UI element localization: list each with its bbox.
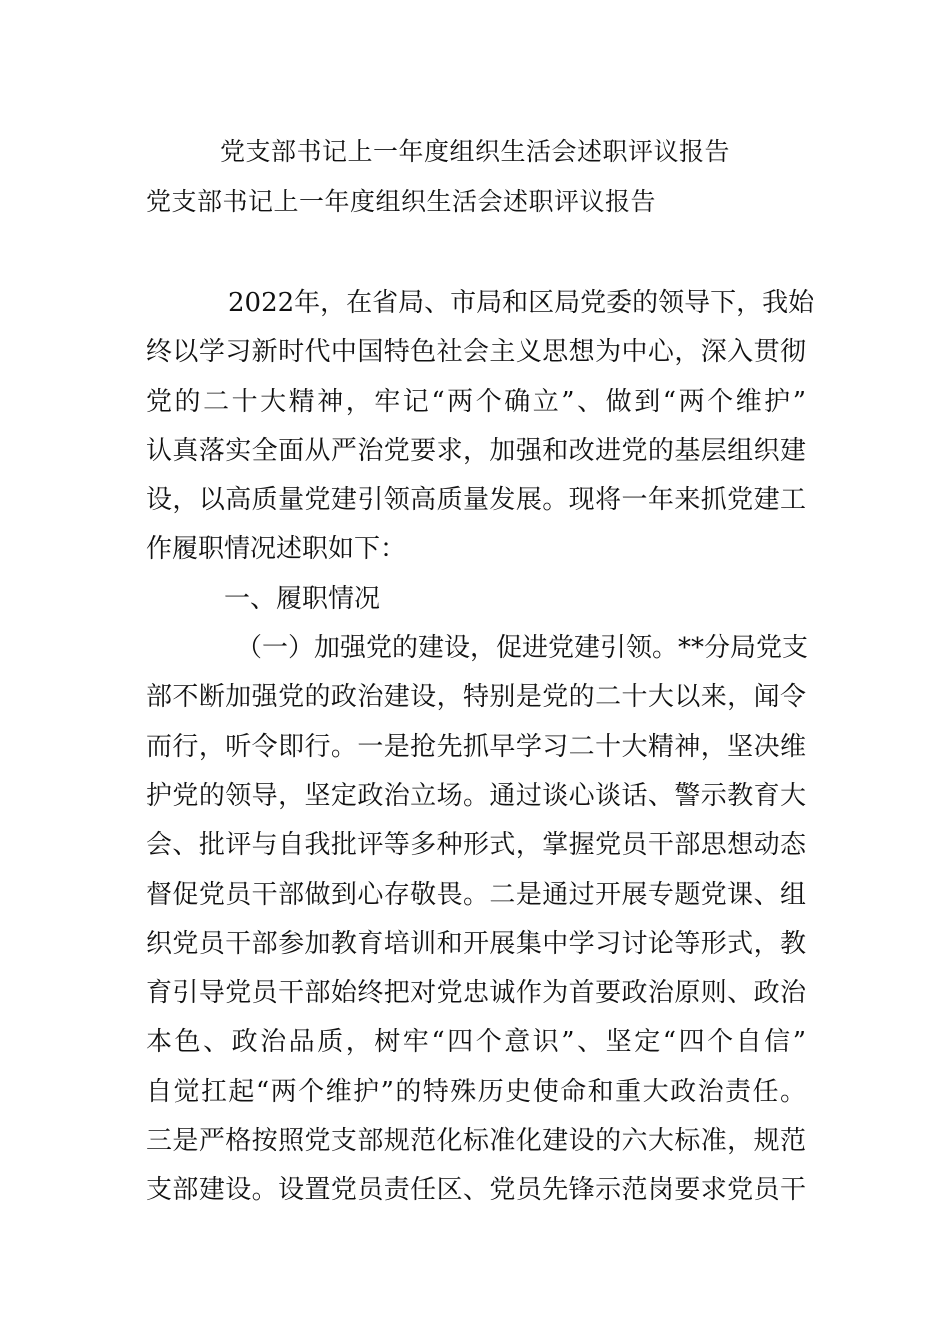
paragraph-line: 自觉扛起“两个维护”的特殊历史使命和重大政治责任。 (146, 1076, 806, 1107)
document-body (146, 279, 815, 1216)
document-title-centered: 党支部书记上一年度组织生活会述职评议报告 (219, 137, 730, 166)
paragraph-line: 终以学习新时代中国特色社会主义思想为中心，深入贯彻 (146, 337, 806, 368)
paragraph-line: 三是严格按照党支部规范化标准化建设的六大标准，规范 (146, 1126, 806, 1157)
paragraph-line: 认真落实全面从严治党要求，加强和改进党的基层组织建 (146, 435, 806, 466)
paragraph-line: 会、批评与自我批评等多种形式，掌握党员干部思想动态 (146, 830, 806, 861)
paragraph-line: 护党的领导，坚定政治立场。通过谈心谈话、警示教育大 (146, 780, 806, 811)
paragraph-line: 本色、政治品质，树牢“四个意识”、坚定“四个自信” (146, 1027, 806, 1058)
section-heading: 一、履职情况 (224, 583, 381, 614)
paragraph-line: 而行，听令即行。一是抢先抓早学习二十大精神，坚决维 (146, 731, 806, 762)
paragraph-line: 育引导党员干部始终把对党忠诚作为首要政治原则、政治 (146, 978, 806, 1009)
paragraph-line: 2022年，在省局、市局和区局党委的领导下，我始 (228, 288, 815, 318)
paragraph-line: 党的二十大精神，牢记“两个确立”、做到“两个维护” (146, 386, 806, 417)
paragraph-line: 支部建设。设置党员责任区、党员先锋示范岗要求党员干 (146, 1175, 806, 1206)
paragraph-line: 督促党员干部做到心存敬畏。二是通过开展专题党课、组 (146, 879, 806, 910)
paragraph-line: 设，以高质量党建引领高质量发展。现将一年来抓党建工 (146, 485, 806, 516)
paragraph-line: （一）加强党的建设，促进党建引领。**分局党支 (236, 633, 809, 664)
document-title-repeated: 党支部书记上一年度组织生活会述职评议报告 (146, 187, 657, 216)
paragraph-line: 作履职情况述职如下： (146, 534, 407, 565)
paragraph-line: 部不断加强党的政治建设，特别是党的二十大以来，闻令 (146, 682, 806, 713)
paragraph-line: 织党员干部参加教育培训和开展集中学习讨论等形式，教 (146, 928, 806, 959)
